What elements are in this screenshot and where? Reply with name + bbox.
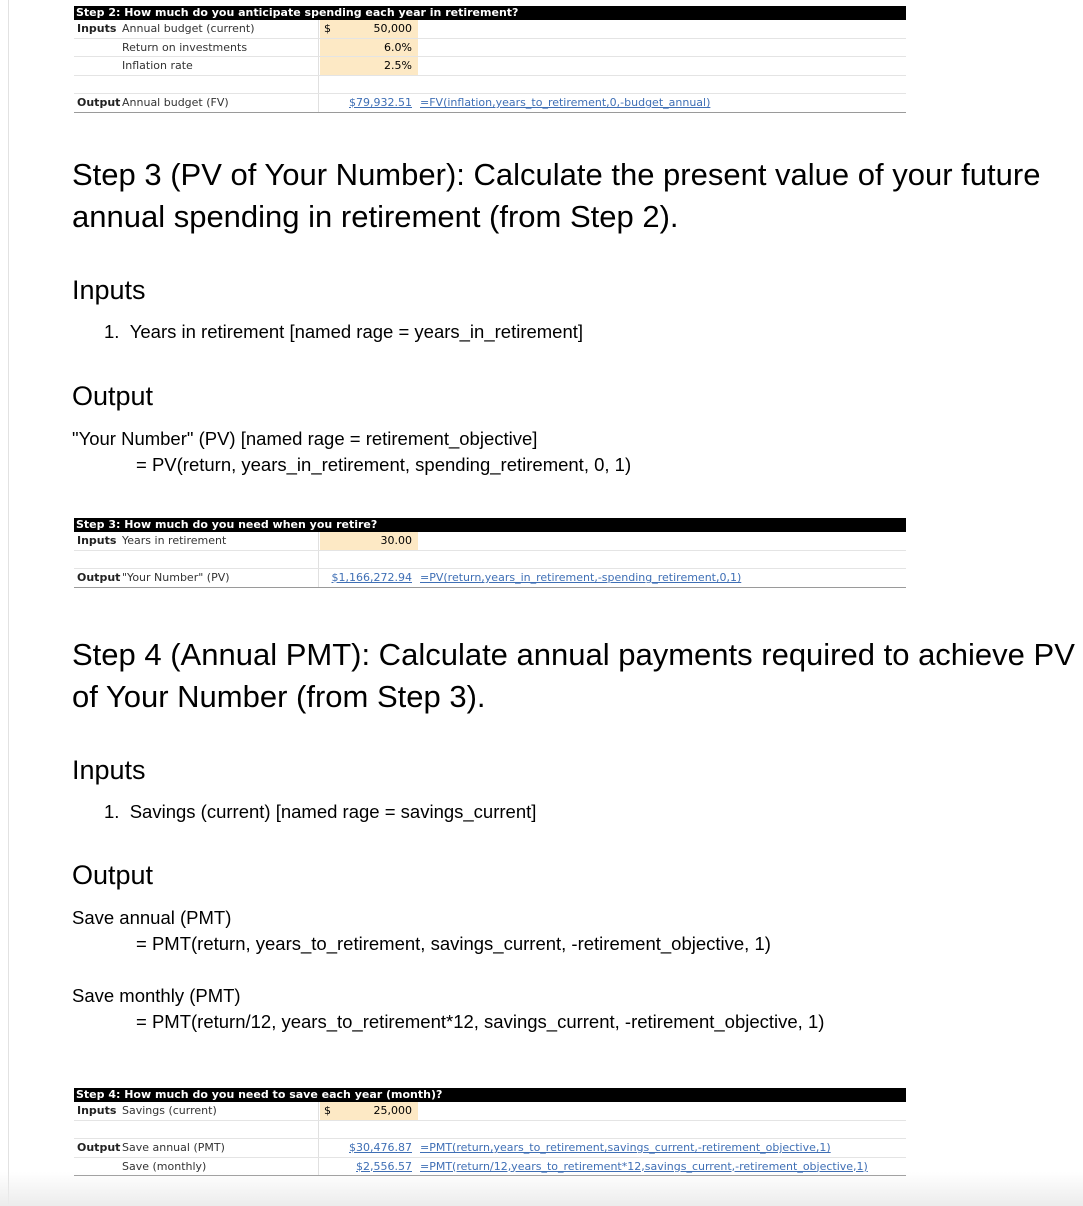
table-row — [74, 1102, 906, 1121]
table-row-blank — [74, 551, 906, 570]
output-formula: =PV(return,years_in_retirement,-spending_retirement,0,1) — [420, 571, 742, 584]
input-name: Inflation rate — [122, 59, 193, 72]
step3-output-line: "Your Number" (PV) [named rage = retirement_objective] — [72, 428, 538, 449]
output-formula: =PMT(return/12,years_to_retirement*12,savings_current,-retirement_objective,1) — [420, 1159, 868, 1173]
list-item-text: Years in retirement [named rage = years_in_retirement] — [129, 321, 584, 342]
step2-sheet — [74, 6, 906, 113]
step4-heading: Step 4 (Annual PMT): Calculate annual payments required to achieve PV of Your Number (from Step 3). — [72, 637, 1075, 714]
table-row — [74, 532, 906, 551]
input-value: 25,000 — [373, 1104, 412, 1117]
currency-symbol: $ — [324, 1104, 331, 1117]
output-name: Save annual (PMT) — [122, 1141, 225, 1154]
table-row — [74, 569, 906, 588]
input-cell[interactable] — [320, 39, 418, 57]
input-value: 2.5% — [384, 59, 412, 72]
step3-sheet — [74, 518, 906, 588]
input-name: Annual budget (current) — [122, 22, 255, 35]
output-label: Output — [77, 1141, 121, 1154]
output-value: $1,166,272.94 — [331, 571, 412, 584]
table-row — [74, 1139, 906, 1158]
save-annual-label: Save annual (PMT) — [72, 907, 232, 928]
step4-sheet — [74, 1088, 906, 1176]
list-item-text: Savings (current) [named rage = savings_current] — [129, 801, 537, 822]
bottom-shade — [0, 1172, 1083, 1206]
page-edge — [8, 0, 9, 1206]
table-row-blank — [74, 1121, 906, 1140]
output-name: Annual budget (FV) — [122, 96, 229, 109]
input-cell[interactable] — [320, 57, 418, 75]
step3-sheet-title: Step 3: How much do you need when you retire? — [74, 518, 906, 532]
input-value: 6.0% — [384, 40, 412, 54]
step4-input-list-item — [104, 800, 536, 824]
table-row — [74, 39, 906, 58]
input-cell[interactable] — [320, 1102, 418, 1120]
output-value-cell[interactable] — [320, 94, 418, 112]
step3-output-formula: = PV(return, years_in_retirement, spending_retirement, 0, 1) — [136, 454, 632, 475]
step3-inputs-heading: Inputs — [72, 275, 146, 305]
inputs-label: Inputs — [77, 1104, 117, 1117]
output-formula: =FV(inflation,years_to_retirement,0,-budget_annual) — [420, 96, 711, 109]
currency-symbol: $ — [324, 22, 331, 35]
save-annual-formula: = PMT(return, years_to_retirement, savings_current, -retirement_objective, 1) — [136, 933, 771, 954]
save-monthly-formula: = PMT(return/12, years_to_retirement*12, savings_current, -retirement_objective, 1) — [136, 1011, 825, 1032]
list-number: 1. — [104, 321, 120, 342]
table-row — [74, 20, 906, 39]
output-label: Output — [77, 96, 121, 109]
output-value-cell[interactable] — [320, 1139, 418, 1157]
output-value-cell[interactable] — [320, 569, 418, 587]
inputs-label: Inputs — [77, 22, 117, 35]
step3-heading: Step 3 (PV of Your Number): Calculate the present value of your future annual spending in retirement (from Step 2). — [72, 157, 1041, 234]
save-monthly-label: Save monthly (PMT) — [72, 985, 241, 1006]
input-value: 30.00 — [380, 534, 412, 547]
input-value: 50,000 — [373, 22, 412, 35]
table-row — [74, 57, 906, 76]
step4-output-heading: Output — [72, 860, 154, 890]
step2-sheet-title: Step 2: How much do you anticipate spending each year in retirement? — [74, 6, 906, 20]
input-cell[interactable] — [320, 20, 418, 38]
output-value: $79,932.51 — [349, 96, 412, 109]
output-value: $30,476.87 — [349, 1141, 412, 1154]
table-row — [74, 94, 906, 113]
input-cell[interactable] — [320, 532, 418, 550]
step4-inputs-heading: Inputs — [72, 755, 146, 785]
step3-input-list-item — [104, 320, 583, 344]
list-number: 1. — [104, 801, 120, 822]
output-label: Output — [77, 571, 121, 584]
output-value: $2,556.57 — [356, 1159, 412, 1173]
table-row-blank — [74, 76, 906, 95]
input-name: Savings (current) — [122, 1104, 217, 1117]
output-formula: =PMT(return,years_to_retirement,savings_current,-retirement_objective,1) — [420, 1141, 831, 1154]
step4-sheet-title: Step 4: How much do you need to save each year (month)? — [74, 1088, 906, 1102]
output-name: Save (monthly) — [122, 1159, 207, 1173]
step3-output-heading: Output — [72, 381, 154, 411]
input-name: Years in retirement — [122, 534, 227, 547]
output-name: "Your Number" (PV) — [122, 571, 230, 584]
input-name: Return on investments — [122, 40, 248, 54]
inputs-label: Inputs — [77, 534, 117, 547]
